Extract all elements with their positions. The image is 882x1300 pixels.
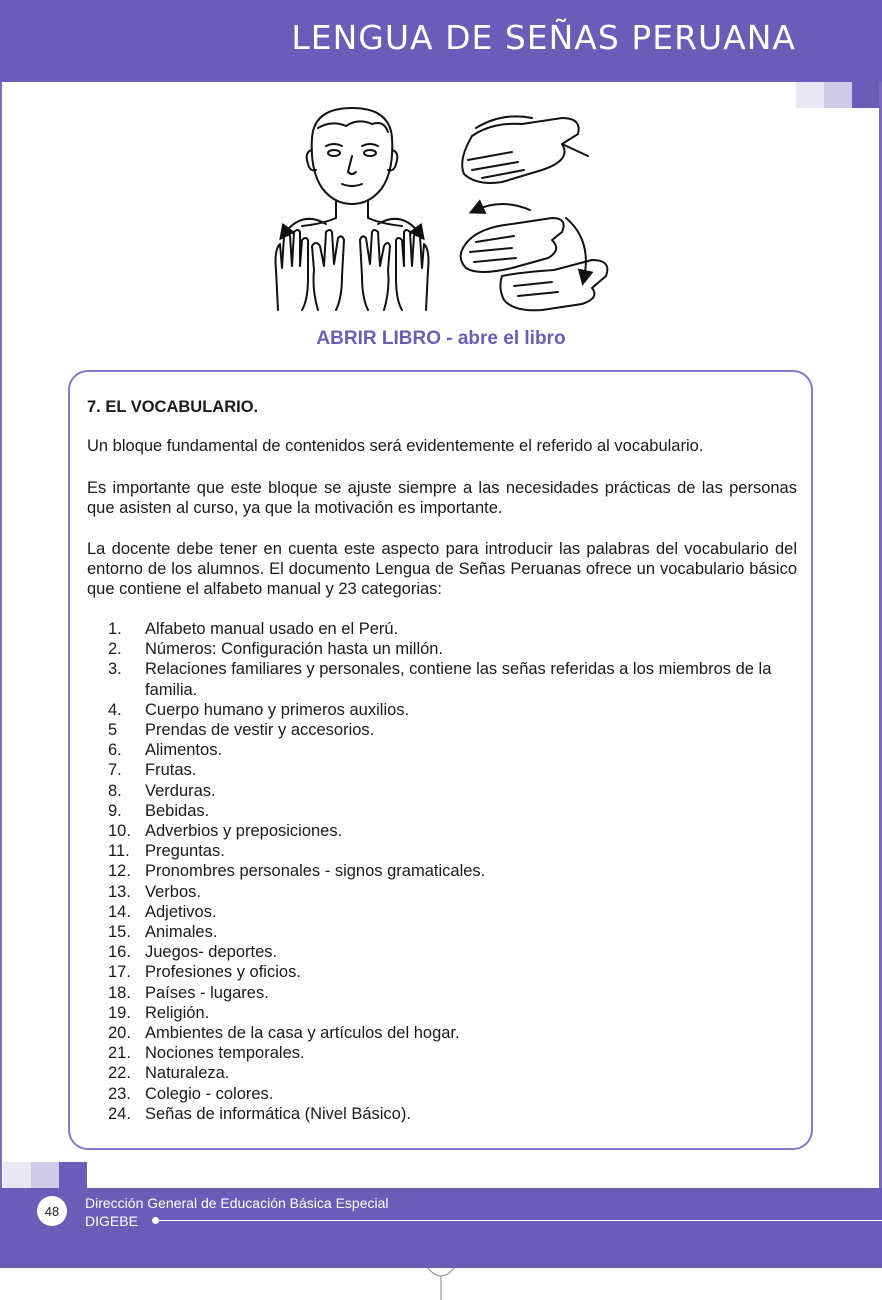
list-number: 22.: [108, 1064, 131, 1083]
footer-rule: [159, 1220, 882, 1221]
list-text: Profesiones y oficios.: [145, 963, 301, 982]
header-band: [0, 0, 882, 82]
list-text: Preguntas.: [145, 842, 225, 861]
list-number: 6.: [108, 741, 122, 760]
list-item: [108, 841, 798, 861]
list-item: [108, 902, 798, 922]
list-item: [108, 1063, 798, 1083]
list-text: Cuerpo humano y primeros auxilios.: [145, 700, 410, 719]
list-item: [108, 619, 798, 639]
footer-deco-tile: [3, 1162, 31, 1188]
list-number: 12.: [108, 862, 131, 881]
paragraph: Un bloque fundamental de contenidos será evidentemente el referido al vocabulario.: [87, 437, 704, 455]
list-item: [108, 821, 798, 841]
list-text: Alimentos.: [145, 741, 223, 760]
list-item: [108, 1084, 798, 1104]
list-item: [108, 801, 798, 821]
paragraph: Es importante que este bloque se ajuste siempre a las necesidades prácticas de las personas que asisten al curso, ya que la motivación es importante.: [87, 479, 797, 517]
list-text: Señas de informática (Nivel Básico).: [145, 1104, 411, 1123]
page-border-left: [0, 0, 2, 1268]
list-item: [108, 942, 798, 962]
paragraph: La docente debe tener en cuenta este aspecto para introducir las palabras del vocabulario del entorno de los alumnos. El documento Lengua de Señas Peruanas ofrece un vocabulario básico que contiene el alfabeto manual y 23 categorias:: [87, 540, 797, 598]
list-number: 9.: [108, 801, 122, 820]
footer-deco-tile: [31, 1162, 59, 1188]
footer-deco-tile: [59, 1162, 87, 1188]
section-title: 7. EL VOCABULARIO.: [87, 398, 259, 416]
list-text: Animales.: [145, 923, 218, 942]
list-number: 3.: [108, 660, 122, 679]
list-text: Relaciones familiares y personales, contiene las señas referidas a los miembros de la familia.: [145, 660, 772, 699]
list-item: [108, 659, 798, 699]
list-text: Colegio - colores.: [145, 1084, 274, 1103]
page-header-title: LENGUA DE SEÑAS PERUANA: [291, 18, 796, 57]
list-text: Países - lugares.: [145, 983, 269, 1002]
list-number: 14.: [108, 902, 131, 921]
list-text: Verduras.: [145, 781, 216, 800]
footer-bullet: [152, 1217, 159, 1224]
list-text: Naturaleza.: [145, 1064, 230, 1083]
list-number: 7.: [108, 761, 122, 780]
list-item: [108, 760, 798, 780]
list-number: 21.: [108, 1044, 131, 1063]
list-item: [108, 1023, 798, 1043]
list-text: Nociones temporales.: [145, 1044, 305, 1063]
list-number: 2.: [108, 640, 122, 659]
list-item: [108, 983, 798, 1003]
list-item: [108, 1003, 798, 1023]
header-deco-tile: [852, 82, 879, 108]
list-number: 10.: [108, 822, 131, 841]
vocabulary-category-list: [108, 619, 798, 1124]
signer-face-hands-icon: [276, 108, 429, 310]
list-item: [108, 882, 798, 902]
list-item: [108, 962, 798, 982]
vocabulary-box: [68, 370, 813, 1150]
list-number: 15.: [108, 923, 131, 942]
list-number: 24.: [108, 1104, 131, 1123]
list-number: 13.: [108, 882, 131, 901]
list-item: [108, 700, 798, 720]
list-number: 5: [108, 721, 118, 740]
list-number: 23.: [108, 1084, 131, 1103]
crop-mark-icon: [426, 1266, 456, 1300]
header-deco-tile: [824, 82, 852, 108]
footer-acronym: DIGEBE: [85, 1213, 138, 1229]
list-text: Frutas.: [145, 761, 197, 780]
list-text: Pronombres personales - signos gramaticales.: [145, 862, 486, 881]
list-item: [108, 740, 798, 760]
list-text: Alfabeto manual usado en el Perú.: [145, 620, 399, 638]
list-item: [108, 861, 798, 881]
list-number: 1.: [108, 620, 122, 638]
list-number: 8.: [108, 781, 122, 800]
footer-institution: Dirección General de Educación Básica Especial: [85, 1195, 389, 1211]
list-text: Prendas de vestir y accesorios.: [145, 721, 375, 740]
list-number: 16.: [108, 943, 131, 962]
list-item: [108, 1104, 798, 1124]
list-number: 17.: [108, 963, 131, 982]
hands-open-book-icon: [461, 116, 608, 310]
page-number: 48: [37, 1196, 67, 1226]
list-item: [108, 781, 798, 801]
list-text: Bebidas.: [145, 801, 210, 820]
list-text: Adverbios y preposiciones.: [145, 822, 343, 841]
list-item: [108, 639, 798, 659]
list-number: 11.: [108, 842, 130, 861]
list-number: 19.: [108, 1003, 131, 1022]
figure-caption: ABRIR LIBRO - abre el libro: [316, 328, 566, 349]
list-text: Números: Configuración hasta un millón.: [145, 640, 444, 659]
list-text: Verbos.: [145, 882, 201, 901]
list-number: 18.: [108, 983, 131, 1002]
header-deco-tile: [796, 82, 824, 108]
list-text: Ambientes de la casa y artículos del hogar.: [145, 1024, 460, 1043]
list-text: Religión.: [145, 1003, 210, 1022]
list-number: 20.: [108, 1024, 131, 1043]
list-text: Adjetivos.: [145, 902, 217, 921]
list-item: [108, 720, 798, 740]
list-item: [108, 1043, 798, 1063]
list-text: Juegos- deportes.: [145, 943, 278, 962]
sign-illustration: [262, 100, 622, 315]
list-item: [108, 922, 798, 942]
list-number: 4.: [108, 700, 122, 719]
